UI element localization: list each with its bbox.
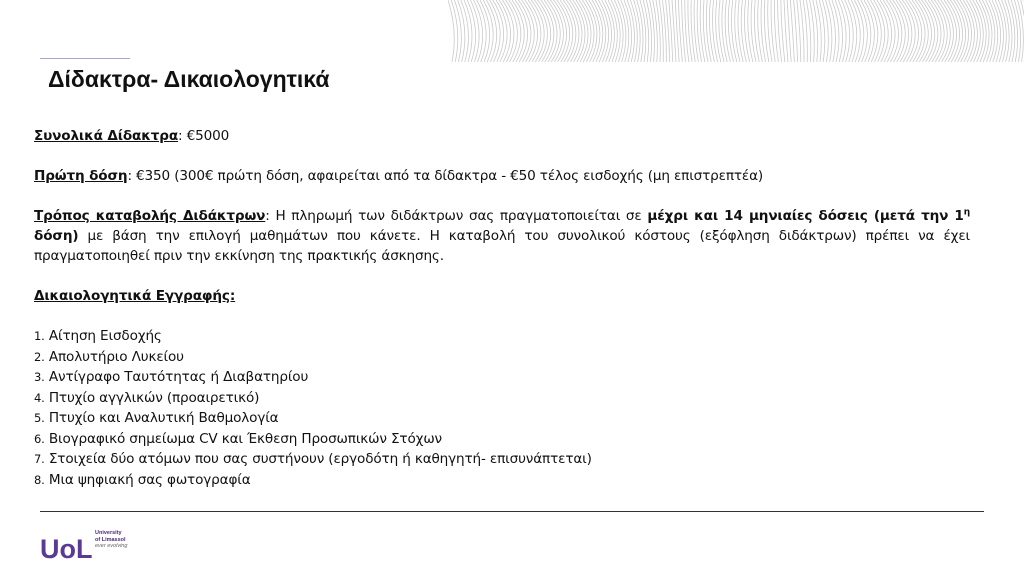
title-accent-line bbox=[40, 58, 130, 59]
slide-content bbox=[34, 126, 970, 490]
first-installment-line bbox=[34, 166, 970, 186]
total-fees-label: Συνολικά Δίδακτρα bbox=[34, 128, 179, 144]
footer-divider bbox=[40, 511, 984, 512]
requirement-number: 6. bbox=[34, 431, 45, 446]
logo-tagline: ever evolving bbox=[95, 543, 128, 549]
requirement-number: 5. bbox=[34, 411, 45, 425]
requirements-list bbox=[34, 326, 970, 490]
requirement-text: Αίτηση Εισδοχής bbox=[48, 328, 162, 344]
requirement-number: 4. bbox=[34, 390, 45, 405]
page-title: Δίδακτρα- Δικαιολογητικά bbox=[48, 66, 330, 92]
decorative-line-pattern bbox=[448, 0, 1024, 62]
payment-method-bold-2: δόση) bbox=[34, 228, 79, 244]
requirement-item bbox=[34, 408, 970, 429]
requirement-text: Αντίγραφο Ταυτότητας ή Διαβατηρίου bbox=[48, 369, 309, 385]
requirement-item bbox=[34, 347, 970, 368]
payment-method-label: Τρόπος καταβολής Διδάκτρων bbox=[34, 208, 266, 224]
requirement-number: 7. bbox=[34, 452, 45, 466]
requirements-heading: Δικαιολογητικά Εγγραφής: bbox=[34, 288, 236, 304]
requirement-text: Στοιχεία δύο ατόμων που σας συστήνουν (εργοδότη ή καθηγητή- επισυνάπτεται) bbox=[48, 451, 592, 467]
logo-wordmark bbox=[95, 530, 127, 550]
logo-line-2: of Limassol bbox=[95, 536, 126, 543]
requirement-text: Πτυχίο και Αναλυτική Βαθμολογία bbox=[48, 410, 279, 426]
requirement-text: Βιογραφικό σημείωμα CV και Έκθεση Προσωπικών Στόχων bbox=[48, 430, 442, 447]
requirement-item bbox=[34, 449, 970, 470]
requirement-number: 3. bbox=[34, 370, 45, 384]
payment-method-text-2: με βάση την επιλογή μαθημάτων που κάνετε. Η καταβολή του συνολικού κόστους (εξόφληση διδάκτρων) πρέπει να έχει πραγματοποιηθεί πριν την εκκίνηση της πρακτικής άσκησης. bbox=[34, 228, 970, 264]
requirement-item bbox=[34, 326, 970, 347]
first-installment-value: : €350 (300€ πρώτη δόση, αφαιρείται από τα δίδακτρα - €50 τέλος εισδοχής (μη επιστρεπτέα) bbox=[127, 168, 764, 184]
first-installment-label: Πρώτη δόση bbox=[34, 168, 128, 184]
requirement-item bbox=[34, 367, 970, 388]
payment-method-text: : Η πληρωμή των διδάκτρων σας πραγματοποιείται σε bbox=[265, 208, 648, 224]
requirement-text: Πτυχίο αγγλικών (προαιρετικό) bbox=[48, 389, 260, 406]
payment-method-paragraph bbox=[34, 206, 970, 266]
requirement-item bbox=[34, 388, 970, 409]
total-fees-line bbox=[34, 126, 970, 146]
requirement-number: 2. bbox=[34, 349, 45, 364]
total-fees-value: : €5000 bbox=[178, 128, 230, 144]
requirement-number: 1. bbox=[34, 329, 45, 343]
requirement-item bbox=[34, 470, 970, 491]
requirement-text: Μια ψηφιακή σας φωτογραφία bbox=[48, 471, 251, 488]
logo-mark: UoL bbox=[40, 534, 93, 564]
payment-method-sup: η bbox=[963, 207, 970, 218]
payment-method-bold: μέχρι και 14 μηνιαίες δόσεις (μετά την 1 bbox=[647, 208, 964, 224]
requirement-item bbox=[34, 429, 970, 450]
requirement-text: Απολυτήριο Λυκείου bbox=[48, 348, 184, 365]
logo-line-1: University bbox=[95, 530, 122, 536]
requirement-number: 8. bbox=[34, 472, 45, 487]
